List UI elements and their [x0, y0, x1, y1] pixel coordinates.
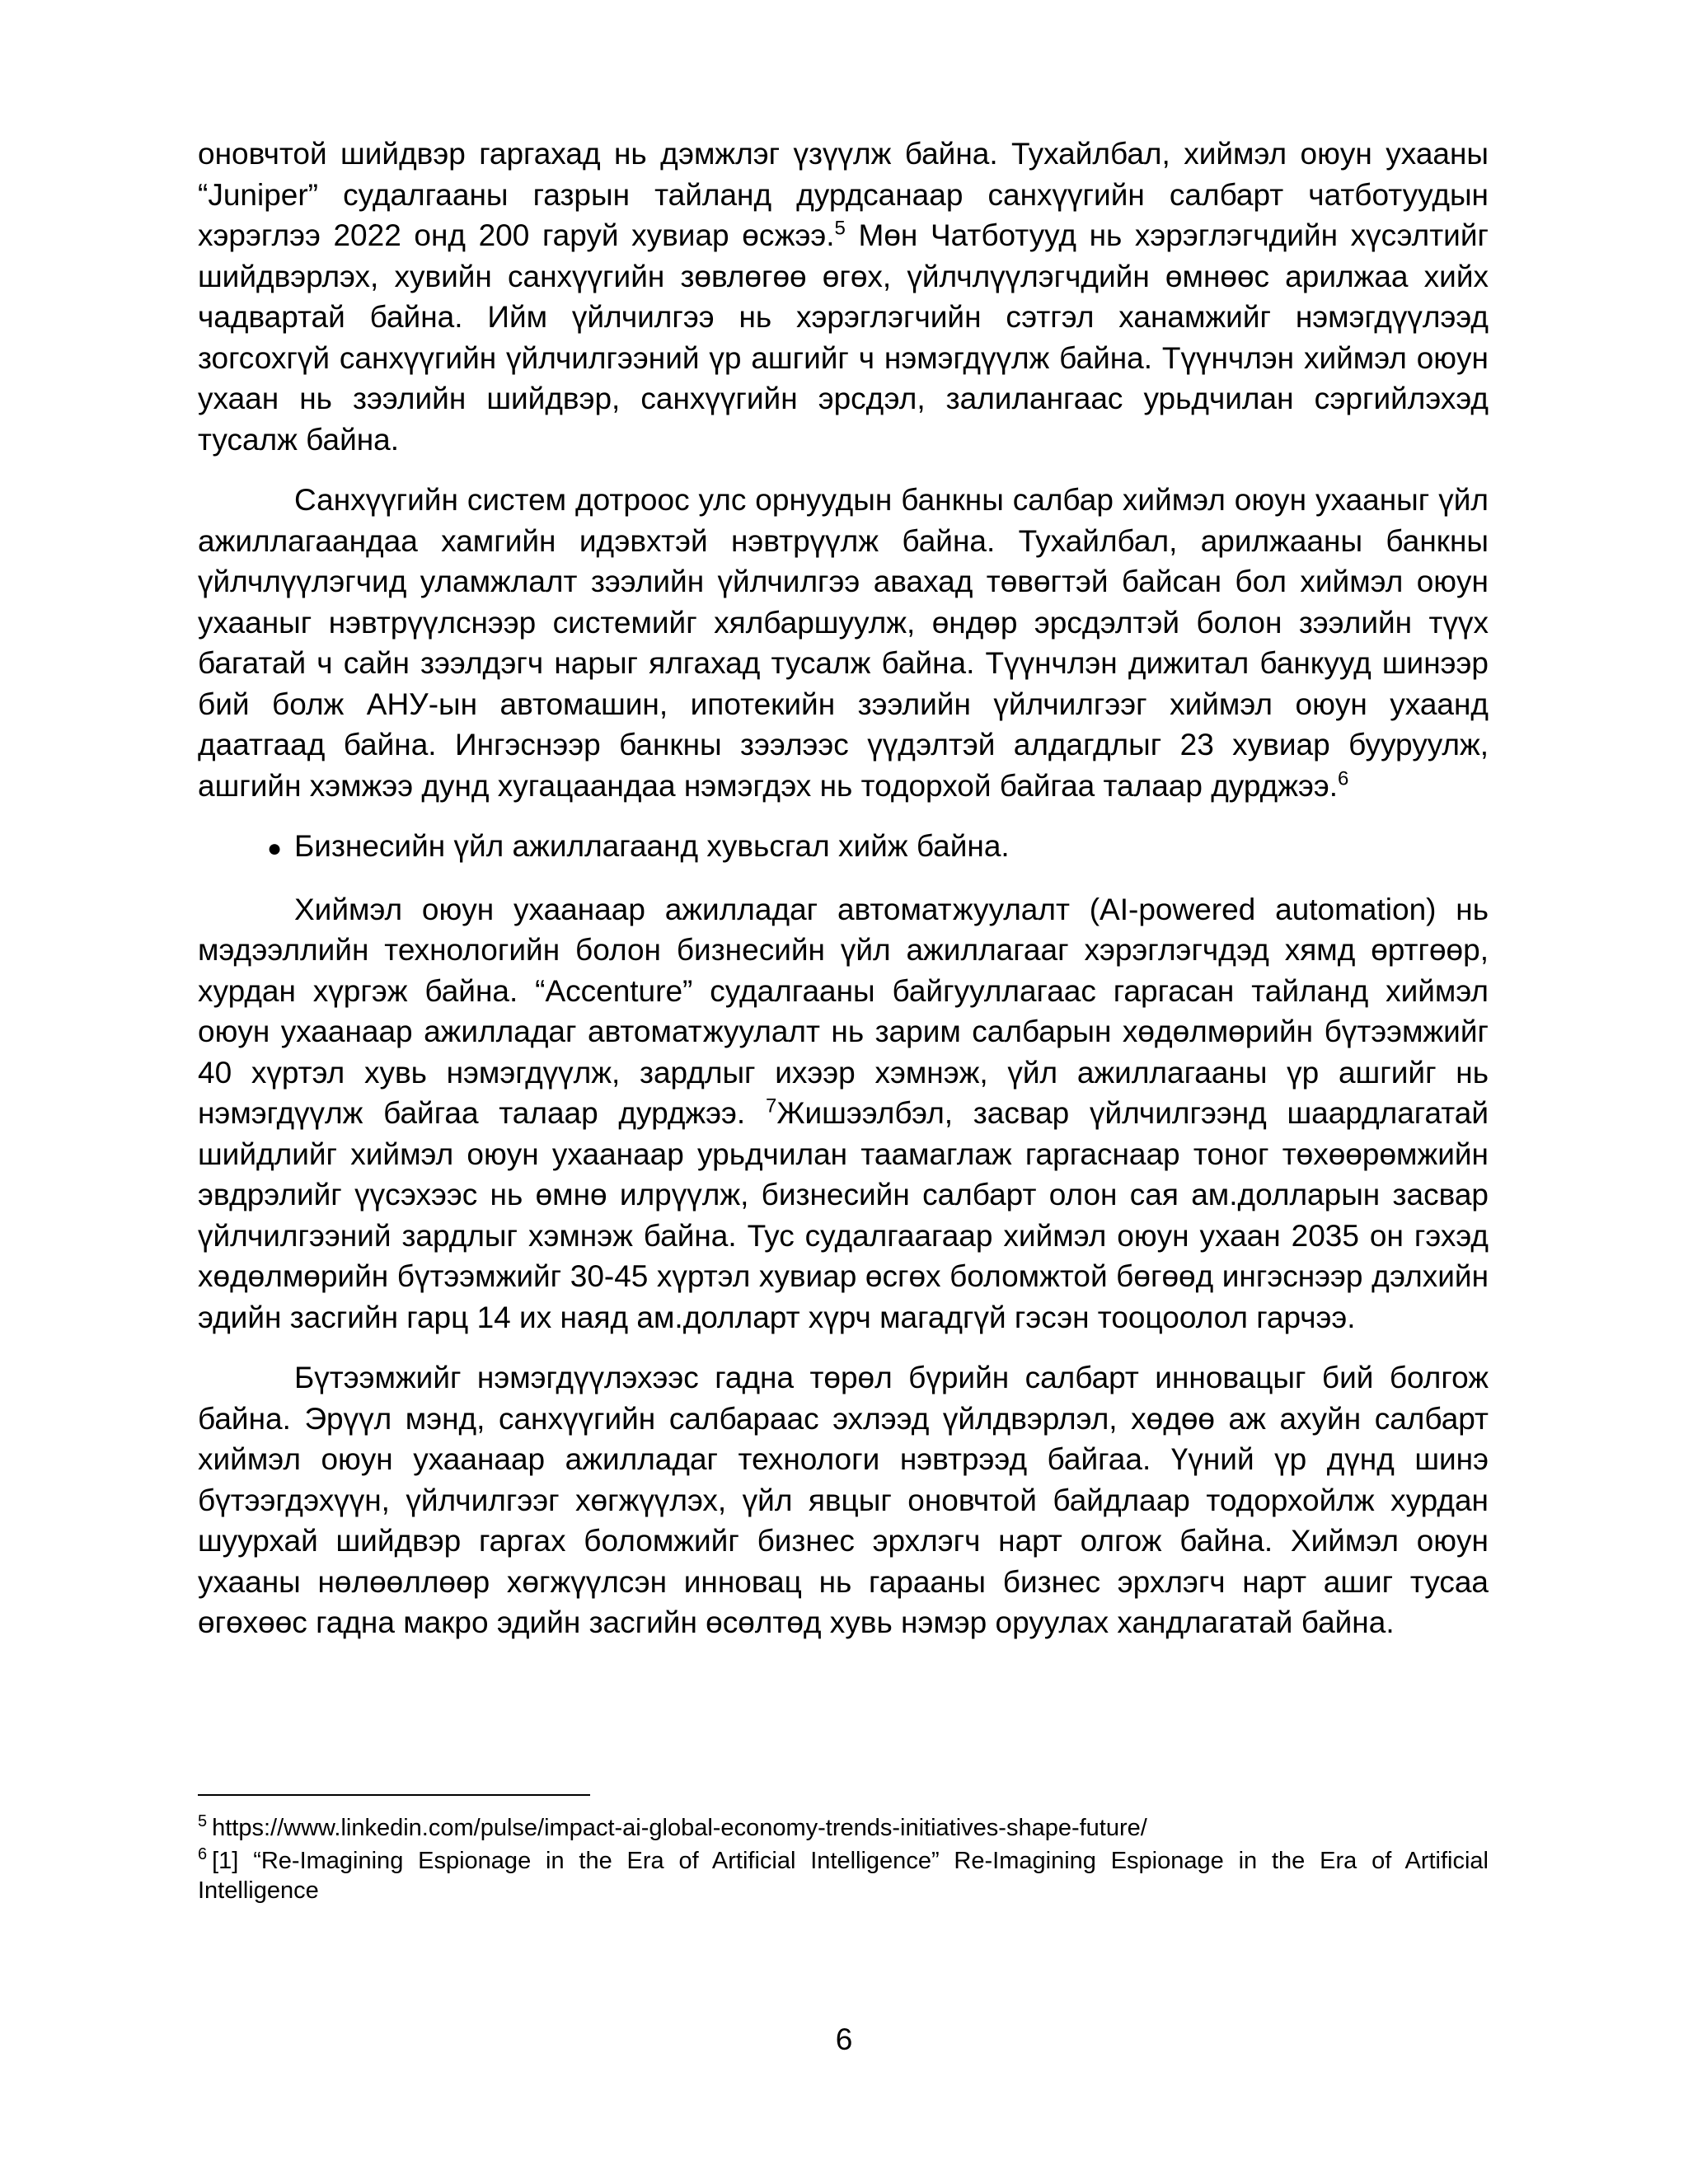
bullet-item [198, 826, 1489, 869]
bullet-text: Бизнесийн үйл ажиллагаанд хувьсгал хийж байна. [294, 829, 1010, 863]
paragraph-2 [198, 480, 1489, 806]
paragraph-3 [198, 889, 1489, 1338]
footnote-mark: 5 [198, 1812, 208, 1831]
footnote-ref-5[interactable]: 5 [834, 217, 846, 240]
footnote-ref-7[interactable]: 7 [765, 1094, 777, 1118]
paragraph-3-text-a: Хиймэл оюун ухаанаар ажилладаг автоматжуулалт (AI-powered automation) нь мэдээллийн технологийн болон бизнесийн үйл ажиллагааг хэрэглэгчдэд хямд өртгөөр, хурдан хүргэж байна. “Accenture” судалгааны байгууллагаас гаргасан тайланд хиймэл оюун ухаанаар ажилладаг автоматжуулалт нь зарим салбарын хөдөлмөрийн бүтээмжийг 40 хүртэл хувь нэмэгдүүлж, зардлыг ихээр хэмнэж, үйл ажиллагааны үр ашгийг нь нэмэгдүүлж байгаа талаар дурджээ. [198, 892, 1489, 1130]
footnote-ref-6[interactable]: 6 [1338, 767, 1349, 790]
paragraph-1-text-a: оновчтой шийдвэр гаргахад нь дэмжлэг үзүүлж байна. Тухайлбал, хиймэл оюун ухааны “Juniper” судалгааны газрын тайланд дурдсанаар санхүүгийн салбарт чатботуудын хэрэглээ 2022 онд 200 гаруй хувиар өсжээ. [198, 137, 1489, 252]
paragraph-1-text-b: Мөн Чатботууд нь хэрэглэгчдийн хүсэлтийг шийдвэрлэх, хувийн санхүүгийн зөвлөгөө өгөх, үйлчлүүлэгчдийн өмнөөс арилжаа хийх чадвартай байна. Ийм үйлчилгээ нь хэрэглэгчийн сэтгэл ханамжийг нэмэгдүүлээд зогсохгүй санхүүгийн үйлчилгээний үр ашгийг ч нэмэгдүүлж байна. Түүнчлэн хиймэл оюун ухаан нь зээлийн шийдвэр, санхүүгийн эрсдэл, залилангаас урьдчилан сэргийлэхэд тусалж байна. [198, 218, 1489, 457]
footnote-mark: 6 [198, 1845, 208, 1864]
document-body [198, 132, 1489, 1643]
paragraph-4-text: Бүтээмжийг нэмэгдүүлэхээс гадна төрөл бүрийн салбарт инновацыг бий болгож байна. Эрүүл мэнд, санхүүгийн салбараас эхлээд үйлдвэрлэл, хөдөө аж ахуйн салбарт хиймэл оюун ухаанаар ажилладаг технологи нэвтрээд байгаа. Үүний үр дүнд шинэ бүтээгдэхүүн, үйлчилгээг хөгжүүлэх, үйл явцыг оновчтой байдлаар тодорхойлж хурдан шуурхай шийдвэр гаргах боломжийг бизнес эрхлэгч нарт олгож байна. Хиймэл оюун ухааны нөлөөллөөр хөгжүүлсэн инновац нь гарааны бизнес эрхлэгч нарт ашиг тусаа өгөхөөс гадна макро эдийн засгийн өсөлтөд хувь нэмэр оруулах хандлагатай байна. [198, 1361, 1489, 1639]
paragraph-4 [198, 1357, 1489, 1643]
footnote-5 [198, 1813, 1489, 1843]
footnote-text: [1] “Re-Imagining Espionage in the Era of Artificial Intelligence” Re-Imagining Espionage in the Era of Artificial Intelligence [198, 1848, 1489, 1904]
footnote-link[interactable]: https://www.linkedin.com/pulse/impact-ai-global-economy-trends-initiatives-shape-future/ [212, 1815, 1147, 1841]
page-number: 6 [835, 2022, 853, 2056]
bullet-icon: ● [267, 835, 283, 862]
paragraph-1 [198, 134, 1489, 460]
paragraph-3-text-b: Жишээлбэл, засвар үйлчилгээнд шаардлагатай шийдлийг хиймэл оюун ухаанаар урьдчилан таамаглаж гаргаснаар тоног төхөөрөмжийн эвдрэлийг үүсэхээс нь өмнө илрүүлж, бизнесийн салбарт олон сая ам.долларын засвар үйлчилгээний зардлыг хэмнэж байна. Тус судалгаагаар хиймэл оюун ухаан 2035 он гэхэд хөдөлмөрийн бүтээмжийг 30-45 хүртэл хувиар өсгөх боломжтой бөгөөд ингэснээр дэлхийн эдийн засгийн гарц 14 их наяд ам.долларт хүрч магадгүй гэсэн тооцоолол гарчээ. [198, 1096, 1489, 1334]
paragraph-2-text: Санхүүгийн систем дотроос улс орнуудын банкны салбар хиймэл оюун ухааныг үйл ажиллагаандаа хамгийн идэвхтэй нэвтрүүлж байна. Тухайлбал, арилжааны банкны үйлчлүүлэгчид уламжлалт зээлийн үйлчилгээ авахад төвөгтэй байсан бол хиймэл оюун ухааныг нэвтрүүлснээр системийг хялбаршуулж, өндөр эрсдэлтэй болон зээлийн түүх багатай ч сайн зээлдэгч нарыг ялгахад тусалж байна. Түүнчлэн дижитал банкууд шинээр бий болж АНУ-ын автомашин, ипотекийн зээлийн үйлчилгээг хиймэл оюун ухаанд даатгаад байна. Ингэснээр банкны зээлээс үүдэлтэй алдагдлыг 23 хувиар бууруулж, ашгийн хэмжээ дунд хугацаандаа нэмэгдэх нь тодорхой байгаа талаар дурджээ. [198, 483, 1489, 803]
footnote-6 [198, 1846, 1489, 1905]
footnotes [198, 1813, 1489, 1909]
footnote-separator [198, 1794, 590, 1796]
